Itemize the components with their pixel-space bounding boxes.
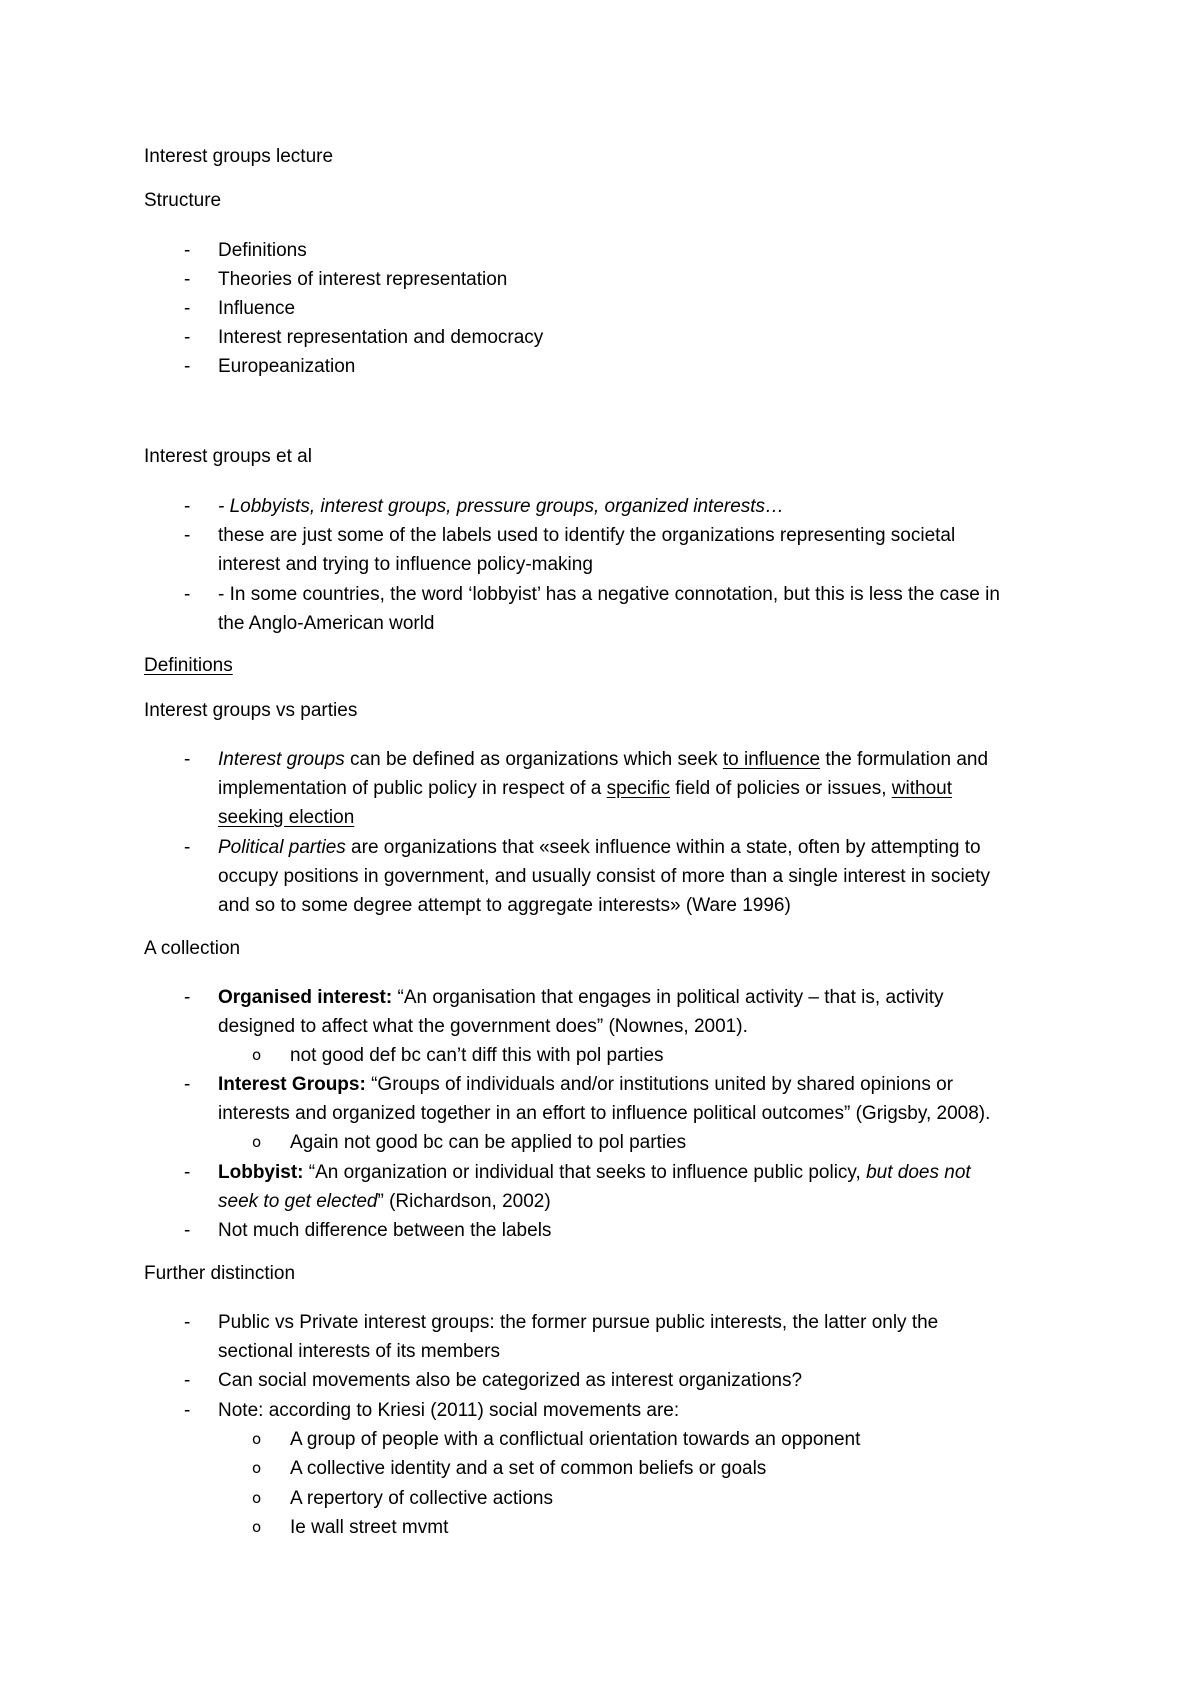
document-title: Interest groups lecture <box>144 146 334 167</box>
structure-heading: Structure <box>144 190 222 211</box>
further-heading: Further distinction <box>144 1263 296 1284</box>
definitions-subheading: Interest groups vs parties <box>144 700 358 721</box>
etal-heading: Interest groups et al <box>144 446 312 467</box>
collection-heading: A collection <box>144 938 241 959</box>
definitions-heading: Definitions <box>144 655 233 676</box>
document-page: Interest groups lecture Structure - Definitions - Theories of interest representation - Influence - Interest representation and democracy - Europeanization Interest groups et al - - Lobbyists, interest groups, pressure groups, organized interests… - these are just some of the labels used to identify the organizations representing societal interest and trying to influence policy-making - - In some countries, the word ‘lobbyist’ has a negative connotation, but this is less the case in the Anglo-American world Definitions Interest groups vs parties - Interest groups can be defined as organizations which seek to influence the formulation and implementation of public policy in respect of a specific field of policies or issues, without seeking election - Political parties are organizations that «seek influence within a state, often by attempting to occupy positions in government, and usually consist of more than a single interest in society and so to some degree attempt to aggregate interests» (Ware 1996) A collection - Organised interest: “An organisation that engages in political activity – that is, activity designed to affect what the government does” (Nownes, 2001). o not good def bc can’t diff this with pol parties - Interest Groups: “Groups of individuals and/or institutions united by shared opinions or interests and organized together in an effort to influence political outcomes” (Grigsby, 2008). o Again not good bc can be applied to pol parties - Lobbyist: “An organization or individual that seeks to influence public policy, but does not seek to get elected” (Richardson, 2002) - Not much difference between the labels Further distinction - Public vs Private interest groups: the former pursue public interests, the latter only the sectional interests of its members - Can social movements also be categorized as interest organizations? - Note: according to Kriesi (2011) social movements are: o A group of people with a conflictual orientation towards an opponent o A collective identity and a set of common beliefs or goals o A repertory of collective actions o Ie wall street mvmt <box>144 146 1000 1538</box>
